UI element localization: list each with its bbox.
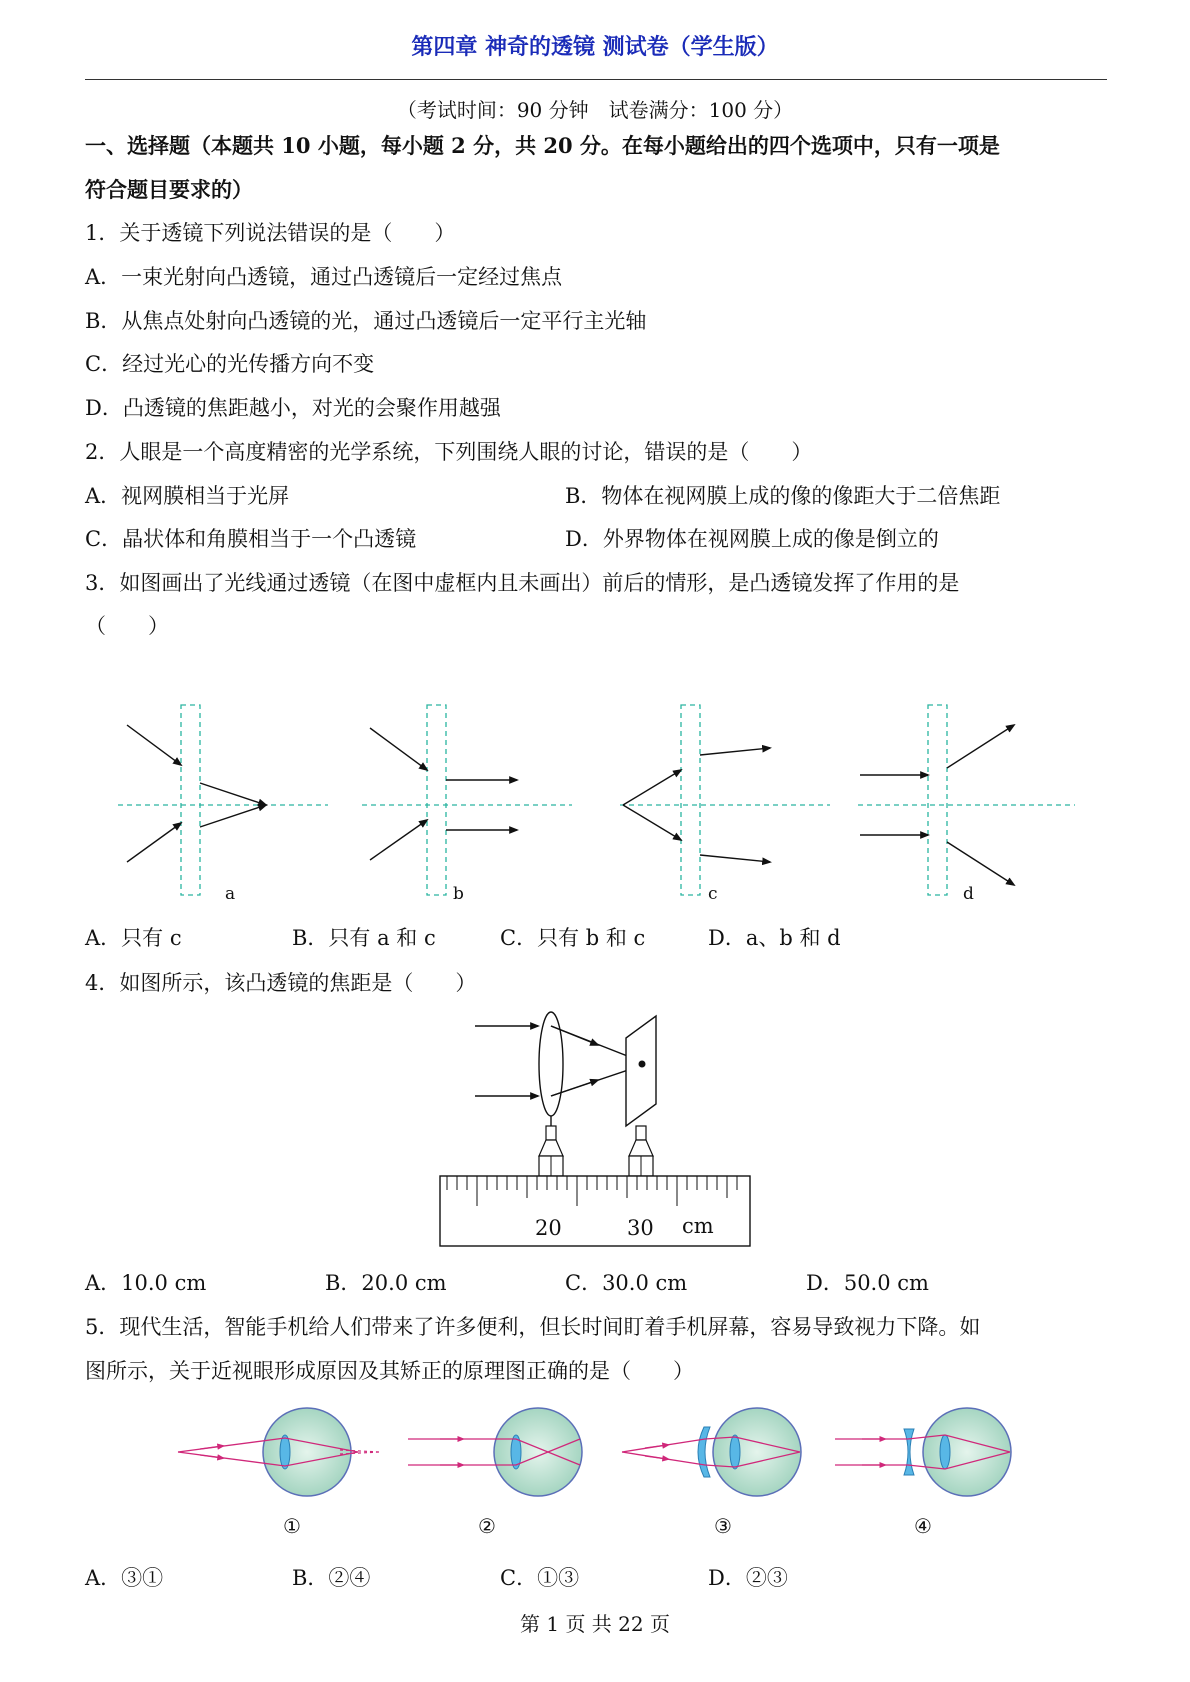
- page-footer: 第 1 页 共 22 页: [520, 1612, 670, 1636]
- page-title: 第四章 神奇的透镜 测试卷（学生版）: [411, 34, 779, 60]
- ruler-unit: cm: [682, 1214, 714, 1238]
- q3-label-d: d: [963, 884, 974, 904]
- q3-figure-a: [118, 705, 328, 895]
- q1-stem: 1．关于透镜下列说法错误的是（ ）: [85, 221, 456, 245]
- q5-option-d: D．②③: [708, 1566, 788, 1590]
- q4-option-c: C．30.0 cm: [565, 1271, 688, 1295]
- section-heading: 一、选择题（本题共 10 小题，每小题 2 分，共 20 分。在每小题给出的四个选项中，只有一项是: [85, 133, 1000, 158]
- q2-option-d: D．外界物体在视网膜上成的像是倒立的: [565, 527, 939, 551]
- q3-option-b: B．只有 a 和 c: [292, 926, 436, 950]
- q3-option-a: A．只有 c: [85, 926, 182, 950]
- q5-stem: 5．现代生活，智能手机给人们带来了许多便利，但长时间盯着手机屏幕，容易导致视力下降。如: [85, 1315, 981, 1339]
- q5-option-b: B．②④: [292, 1566, 371, 1590]
- q5-label-1: ①: [283, 1514, 301, 1538]
- q2-option-a: A．视网膜相当于光屏: [85, 484, 290, 508]
- q4-optical-bench-figure: [420, 1008, 760, 1248]
- exam-info: （考试时间：90 分钟 试卷满分：100 分）: [396, 98, 794, 122]
- q3-lens-figures: [0, 690, 1190, 910]
- q3-option-d: D．a、b 和 d: [708, 926, 841, 950]
- q5-eye-3: [622, 1408, 801, 1496]
- q5-label-2: ②: [478, 1514, 496, 1538]
- q4-option-a: A．10.0 cm: [85, 1271, 207, 1295]
- q5-label-3: ③: [714, 1514, 732, 1538]
- q5-stem-cont: 图所示，关于近视眼形成原因及其矫正的原理图正确的是（ ）: [85, 1359, 694, 1383]
- q5-eye-4: [835, 1408, 1011, 1496]
- q3-label-b: b: [453, 884, 464, 904]
- q5-option-c: C．①③: [500, 1566, 580, 1590]
- q1-option-d: D．凸透镜的焦距越小，对光的会聚作用越强: [85, 396, 501, 420]
- section-heading-cont: 符合题目要求的）: [85, 177, 253, 202]
- q2-option-c: C．晶状体和角膜相当于一个凸透镜: [85, 527, 417, 551]
- q3-option-c: C．只有 b 和 c: [500, 926, 646, 950]
- q2-stem: 2．人眼是一个高度精密的光学系统，下列围绕人眼的讨论，错误的是（ ）: [85, 440, 813, 464]
- q3-figure-c: [620, 705, 830, 895]
- q3-label-c: c: [708, 884, 718, 904]
- q5-option-a: A．③①: [85, 1566, 164, 1590]
- q2-option-b: B．物体在视网膜上成的像的像距大于二倍焦距: [565, 484, 1001, 508]
- q3-figure-d: [858, 705, 1075, 895]
- q1-option-c: C．经过光心的光传播方向不变: [85, 352, 375, 376]
- q4-option-d: D．50.0 cm: [806, 1271, 929, 1295]
- q3-stem: 3．如图画出了光线通过透镜（在图中虚框内且未画出）前后的情形，是凸透镜发挥了作用的是: [85, 571, 960, 595]
- ruler-label-20: 20: [535, 1216, 562, 1240]
- q5-eye-2: [408, 1408, 582, 1496]
- q5-eye-figures: [0, 1405, 1190, 1515]
- q4-stem: 4．如图所示，该凸透镜的焦距是（ ）: [85, 971, 477, 995]
- title-divider: [85, 79, 1107, 80]
- q1-option-a: A．一束光射向凸透镜，通过凸透镜后一定经过焦点: [85, 265, 563, 289]
- q3-label-a: a: [225, 884, 236, 904]
- q4-option-b: B．20.0 cm: [325, 1271, 447, 1295]
- ruler-label-30: 30: [627, 1216, 654, 1240]
- q3-stem-cont: （ ）: [85, 614, 169, 638]
- q5-eye-1: [178, 1408, 380, 1496]
- q3-figure-b: [362, 705, 572, 895]
- q5-label-4: ④: [914, 1514, 932, 1538]
- q1-option-b: B．从焦点处射向凸透镜的光，通过凸透镜后一定平行主光轴: [85, 309, 647, 333]
